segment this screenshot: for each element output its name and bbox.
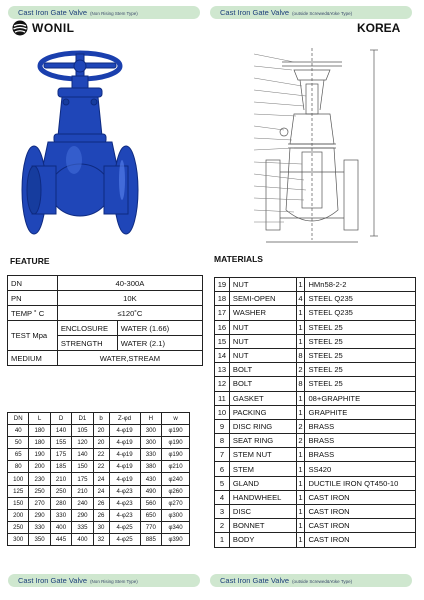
table-cell: 280 xyxy=(50,497,71,509)
banner-subtitle: (Non Rising Stem Type) xyxy=(90,11,138,16)
gate-valve-photo xyxy=(14,40,146,248)
part-name: DISC xyxy=(229,505,296,519)
table-cell: 4-φ19 xyxy=(109,449,140,461)
table-cell: 4-φ25 xyxy=(109,533,140,545)
feature-value: ≤120˚C xyxy=(57,306,202,321)
part-material: CAST IRON xyxy=(305,519,416,533)
part-material: BRASS xyxy=(305,448,416,462)
feature-value: WATER (1.66) xyxy=(117,321,202,336)
table-cell: 430 xyxy=(140,473,161,485)
table-cell: 175 xyxy=(50,449,71,461)
part-quantity: 1 xyxy=(296,448,305,462)
table-cell: 4-φ19 xyxy=(109,473,140,485)
table-row xyxy=(8,521,190,533)
table-cell: 30 xyxy=(93,521,109,533)
part-number: 14 xyxy=(215,348,230,362)
table-cell: 24 xyxy=(93,473,109,485)
country-label: KOREA xyxy=(357,21,401,35)
table-cell: 380 xyxy=(140,461,161,473)
table-cell: 400 xyxy=(50,521,71,533)
table-row xyxy=(215,334,416,348)
table-cell: 4-φ25 xyxy=(109,521,140,533)
banner-title: Cast Iron Gate Valve xyxy=(220,576,290,585)
table-cell: 4-φ23 xyxy=(109,485,140,497)
table-cell: 250 xyxy=(50,485,71,497)
table-cell: 180 xyxy=(29,437,50,449)
table-row xyxy=(8,473,190,485)
part-quantity: 1 xyxy=(296,533,305,547)
part-number: 18 xyxy=(215,292,230,306)
table-row xyxy=(8,291,203,306)
table-cell: 140 xyxy=(50,425,71,437)
part-name: BONNET xyxy=(229,519,296,533)
table-cell: 300 xyxy=(140,425,161,437)
column-header: b xyxy=(93,413,109,425)
table-cell: 885 xyxy=(140,533,161,545)
table-cell: φ390 xyxy=(162,533,190,545)
feature-table xyxy=(7,275,203,366)
table-cell: 650 xyxy=(140,509,161,521)
part-quantity: 1 xyxy=(296,490,305,504)
valve-technical-drawing xyxy=(244,40,414,248)
table-row xyxy=(8,437,190,449)
part-quantity: 1 xyxy=(296,462,305,476)
table-cell: φ190 xyxy=(162,449,190,461)
table-cell: 150 xyxy=(72,461,93,473)
table-cell: 80 xyxy=(8,461,29,473)
part-number: 4 xyxy=(215,490,230,504)
dimensions-table xyxy=(7,412,190,546)
table-cell: 180 xyxy=(29,425,50,437)
part-number: 3 xyxy=(215,505,230,519)
table-cell: 290 xyxy=(29,509,50,521)
column-header: DN xyxy=(8,413,29,425)
table-cell: 26 xyxy=(93,509,109,521)
part-name: STEM NUT xyxy=(229,448,296,462)
part-number: 1 xyxy=(215,533,230,547)
banner-title: Cast Iron Gate Valve xyxy=(18,8,88,17)
table-cell: 40 xyxy=(8,425,29,437)
banner-subtitle: (outside Screwed&Yoke Type) xyxy=(292,579,353,584)
table-cell: 24 xyxy=(93,485,109,497)
table-cell: 32 xyxy=(93,533,109,545)
feature-sublabel: ENCLOSURE xyxy=(57,321,117,336)
table-row xyxy=(8,425,190,437)
part-name: NUT xyxy=(229,320,296,334)
part-quantity: 1 xyxy=(296,320,305,334)
table-cell: 22 xyxy=(93,449,109,461)
table-cell: 140 xyxy=(72,449,93,461)
table-cell: 22 xyxy=(93,461,109,473)
part-name: STEM xyxy=(229,462,296,476)
table-cell: 445 xyxy=(50,533,71,545)
bottom-banner-right xyxy=(210,574,412,587)
table-cell: 200 xyxy=(29,461,50,473)
part-quantity: 1 xyxy=(296,405,305,419)
part-quantity: 4 xyxy=(296,292,305,306)
part-material: STEEL 25 xyxy=(305,320,416,334)
part-number: 7 xyxy=(215,448,230,462)
table-cell: 210 xyxy=(50,473,71,485)
column-header: D xyxy=(50,413,71,425)
table-row xyxy=(215,405,416,419)
table-row xyxy=(8,497,190,509)
column-header: H xyxy=(140,413,161,425)
feature-label: MEDIUM xyxy=(8,351,58,366)
table-cell: 100 xyxy=(8,473,29,485)
part-number: 5 xyxy=(215,476,230,490)
part-name: BOLT xyxy=(229,377,296,391)
feature-label: DN xyxy=(8,276,58,291)
table-row xyxy=(215,320,416,334)
table-cell: 240 xyxy=(72,497,93,509)
part-quantity: 8 xyxy=(296,348,305,362)
part-material: STEEL Q235 xyxy=(305,292,416,306)
table-cell: 120 xyxy=(72,437,93,449)
part-name: HANDWHEEL xyxy=(229,490,296,504)
part-quantity: 8 xyxy=(296,377,305,391)
table-row xyxy=(215,377,416,391)
table-row xyxy=(215,363,416,377)
banner-subtitle: (outside Screwed&Yoke Type) xyxy=(292,11,353,16)
wonil-logo-icon xyxy=(12,20,28,36)
part-quantity: 2 xyxy=(296,434,305,448)
part-material: STEEL 25 xyxy=(305,334,416,348)
table-row xyxy=(215,419,416,433)
brand-name: WONIL xyxy=(32,21,75,35)
part-material: HMn58-2-2 xyxy=(305,278,416,292)
feature-title: FEATURE xyxy=(10,256,50,266)
table-cell: 125 xyxy=(8,485,29,497)
table-cell: 250 xyxy=(29,485,50,497)
part-material: STEEL 25 xyxy=(305,377,416,391)
table-cell: 4-φ19 xyxy=(109,437,140,449)
part-number: 6 xyxy=(215,462,230,476)
part-material: STEEL 25 xyxy=(305,363,416,377)
table-cell: 4-φ23 xyxy=(109,509,140,521)
part-quantity: 2 xyxy=(296,419,305,433)
table-cell: 155 xyxy=(50,437,71,449)
table-row xyxy=(8,276,203,291)
part-number: 17 xyxy=(215,306,230,320)
part-number: 12 xyxy=(215,377,230,391)
banner-title: Cast Iron Gate Valve xyxy=(220,8,290,17)
part-material: CAST IRON xyxy=(305,533,416,547)
part-name: BODY xyxy=(229,533,296,547)
part-material: STEEL 25 xyxy=(305,348,416,362)
column-header: w xyxy=(162,413,190,425)
table-row xyxy=(215,505,416,519)
part-number: 9 xyxy=(215,419,230,433)
part-number: 8 xyxy=(215,434,230,448)
table-row xyxy=(8,449,190,461)
table-row xyxy=(8,321,203,336)
table-cell: 250 xyxy=(8,521,29,533)
part-quantity: 1 xyxy=(296,278,305,292)
materials-title: MATERIALS xyxy=(214,254,263,264)
table-row xyxy=(215,348,416,362)
table-row xyxy=(8,485,190,497)
table-cell: φ260 xyxy=(162,485,190,497)
table-cell: φ270 xyxy=(162,497,190,509)
table-row xyxy=(215,391,416,405)
part-number: 11 xyxy=(215,391,230,405)
part-name: BOLT xyxy=(229,363,296,377)
part-quantity: 1 xyxy=(296,519,305,533)
part-material: BRASS xyxy=(305,434,416,448)
column-header: Z-φd xyxy=(109,413,140,425)
top-banner-right xyxy=(210,6,412,19)
table-cell: 335 xyxy=(72,521,93,533)
table-cell: φ340 xyxy=(162,521,190,533)
part-quantity: 1 xyxy=(296,391,305,405)
table-cell: 350 xyxy=(29,533,50,545)
part-number: 19 xyxy=(215,278,230,292)
table-cell: 26 xyxy=(93,497,109,509)
table-cell: 210 xyxy=(72,485,93,497)
part-name: NUT xyxy=(229,278,296,292)
table-cell: 185 xyxy=(50,461,71,473)
part-quantity: 1 xyxy=(296,334,305,348)
table-cell: 65 xyxy=(8,449,29,461)
part-name: WASHER xyxy=(229,306,296,320)
table-row xyxy=(8,461,190,473)
table-row xyxy=(215,519,416,533)
table-row xyxy=(215,448,416,462)
table-row xyxy=(8,306,203,321)
table-cell: 300 xyxy=(8,533,29,545)
table-row xyxy=(215,292,416,306)
part-material: 08+GRAPHITE xyxy=(305,391,416,405)
part-name: SEMI-OPEN xyxy=(229,292,296,306)
table-cell: 4-φ19 xyxy=(109,425,140,437)
table-cell: 290 xyxy=(72,509,93,521)
table-cell: 50 xyxy=(8,437,29,449)
table-row xyxy=(8,351,203,366)
table-cell: 105 xyxy=(72,425,93,437)
table-cell: 560 xyxy=(140,497,161,509)
table-row xyxy=(215,476,416,490)
part-name: NUT xyxy=(229,334,296,348)
part-number: 16 xyxy=(215,320,230,334)
part-material: CAST IRON xyxy=(305,505,416,519)
table-row xyxy=(215,533,416,547)
table-cell: 190 xyxy=(29,449,50,461)
banner-subtitle: (Non Rising Stem Type) xyxy=(90,579,138,584)
table-cell: 4-φ19 xyxy=(109,461,140,473)
table-cell: 230 xyxy=(29,473,50,485)
part-number: 15 xyxy=(215,334,230,348)
feature-value: WATER (2.1) xyxy=(117,336,202,351)
table-cell: 4-φ23 xyxy=(109,497,140,509)
part-name: PACKING xyxy=(229,405,296,419)
part-material: BRASS xyxy=(305,419,416,433)
table-cell: 300 xyxy=(140,437,161,449)
table-cell: φ240 xyxy=(162,473,190,485)
table-cell: 330 xyxy=(140,449,161,461)
feature-value: WATER,STREAM xyxy=(57,351,202,366)
table-header-row xyxy=(8,413,190,425)
table-cell: φ210 xyxy=(162,461,190,473)
table-row xyxy=(8,533,190,545)
part-material: SS420 xyxy=(305,462,416,476)
column-header: L xyxy=(29,413,50,425)
column-header: D1 xyxy=(72,413,93,425)
table-cell: 150 xyxy=(8,497,29,509)
table-row xyxy=(215,306,416,320)
feature-sublabel: STRENGTH xyxy=(57,336,117,351)
feature-label: TEST Mpa xyxy=(8,321,58,351)
table-cell: 490 xyxy=(140,485,161,497)
part-quantity: 2 xyxy=(296,363,305,377)
part-number: 13 xyxy=(215,363,230,377)
feature-label: TEMP ˚ C xyxy=(8,306,58,321)
part-quantity: 1 xyxy=(296,505,305,519)
table-row xyxy=(215,434,416,448)
top-banner-left xyxy=(8,6,200,19)
part-material: STEEL Q235 xyxy=(305,306,416,320)
part-name: GASKET xyxy=(229,391,296,405)
bottom-banner-left xyxy=(8,574,200,587)
feature-label: PN xyxy=(8,291,58,306)
table-cell: 330 xyxy=(29,521,50,533)
table-cell: φ190 xyxy=(162,437,190,449)
part-material: CAST IRON xyxy=(305,490,416,504)
table-cell: 175 xyxy=(72,473,93,485)
part-quantity: 1 xyxy=(296,306,305,320)
materials-table xyxy=(214,277,416,548)
table-row xyxy=(8,509,190,521)
part-name: SEAT RING xyxy=(229,434,296,448)
part-name: GLAND xyxy=(229,476,296,490)
part-name: DISC RING xyxy=(229,419,296,433)
table-cell: φ190 xyxy=(162,425,190,437)
feature-value: 40-300A xyxy=(57,276,202,291)
part-number: 2 xyxy=(215,519,230,533)
table-cell: 270 xyxy=(29,497,50,509)
table-cell: 200 xyxy=(8,509,29,521)
part-material: DUCTILE IRON QT450-10 xyxy=(305,476,416,490)
table-row xyxy=(215,462,416,476)
table-cell: 20 xyxy=(93,425,109,437)
part-material: GRAPHITE xyxy=(305,405,416,419)
table-row xyxy=(215,490,416,504)
feature-value: 10K xyxy=(57,291,202,306)
part-number: 10 xyxy=(215,405,230,419)
banner-title: Cast Iron Gate Valve xyxy=(18,576,88,585)
table-cell: 400 xyxy=(72,533,93,545)
table-row xyxy=(215,278,416,292)
table-cell: φ300 xyxy=(162,509,190,521)
part-name: NUT xyxy=(229,348,296,362)
table-cell: 770 xyxy=(140,521,161,533)
brand xyxy=(12,20,75,36)
part-quantity: 1 xyxy=(296,476,305,490)
table-cell: 330 xyxy=(50,509,71,521)
table-cell: 20 xyxy=(93,437,109,449)
